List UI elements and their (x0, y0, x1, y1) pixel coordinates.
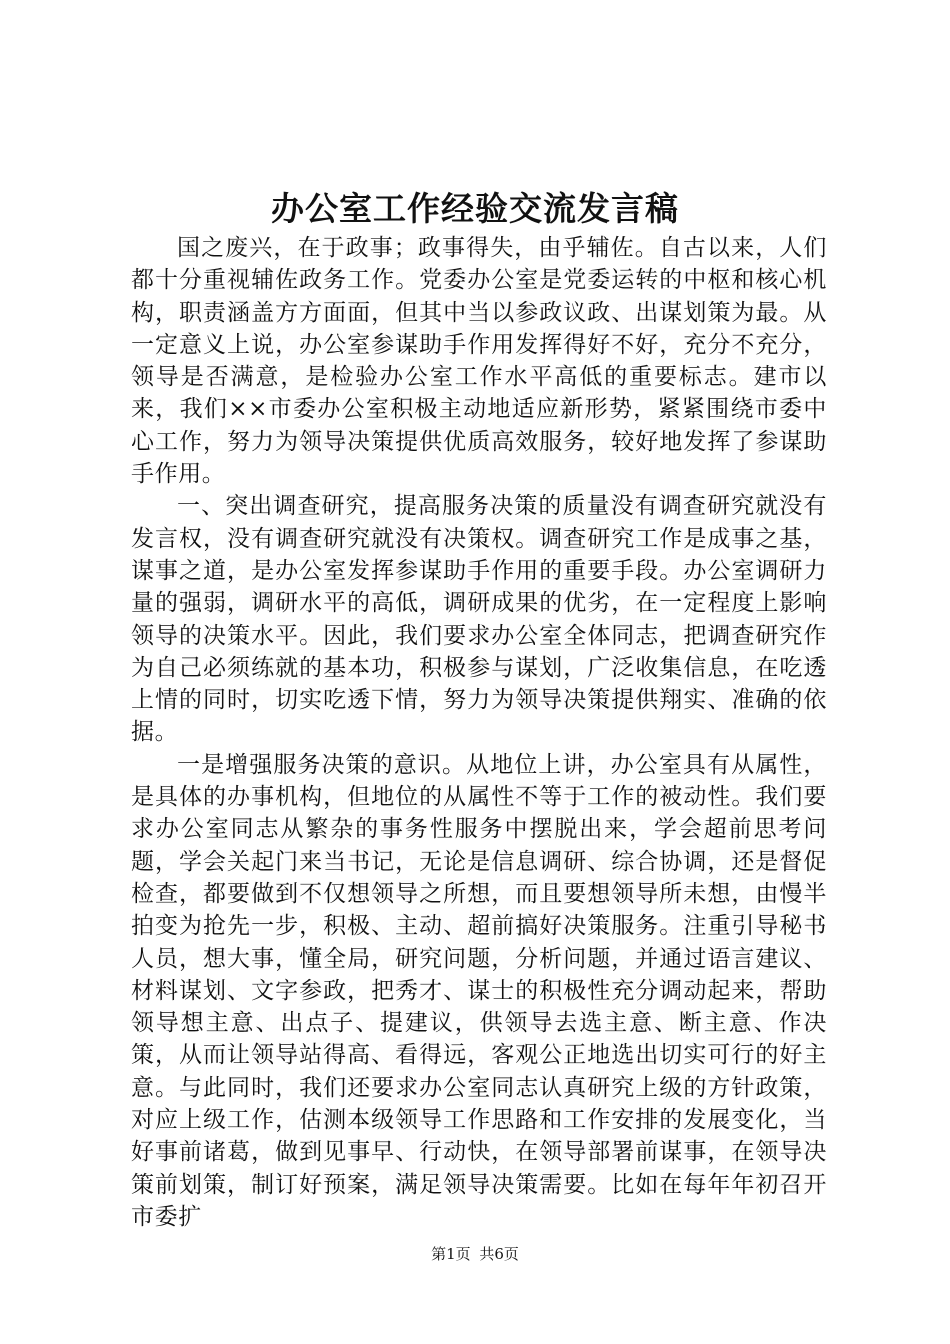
page-number: 第1页 (431, 1245, 471, 1263)
total-pages: 共6页 (479, 1245, 519, 1263)
document-title: 办公室工作经验交流发言稿 (271, 189, 679, 228)
document-body (131, 232, 827, 1233)
paragraph-point-one: 一是增强服务决策的意识。从地位上讲，办公室具有从属性，是具体的办事机构，但地位的从属性不等于工作的被动性。我们要求办公室同志从繁杂的事务性服务中摆脱出来，学会超前思考问题，学会关起门来当书记，无论是信息调研、综合协调，还是督促检查，都要做到不仅想领导之所想，而且要想领导所未想，由慢半拍变为抢先一步，积极、主动、超前搞好决策服务。注重引导秘书人员，想大事，懂全局，研究问题，分析问题，并通过语言建议、材料谋划、文字参政，把秀才、谋士的积极性充分调动起来，帮助领导想主意、出点子、提建议，供领导去选主意、断主意、作决策，从而让领导站得高、看得远，客观公正地选出切实可行的好主意。与此同时，我们还要求办公室同志认真研究上级的方针政策，对应上级工作，估测本级领导工作思路和工作安排的发展变化，当好事前诸葛，做到见事早、行动快，在领导部署前谋事，在领导决策前划策，制订好预案，满足领导决策需要。比如在每年年初召开市委扩 (131, 751, 827, 1230)
paragraph-intro: 国之废兴，在于政事；政事得失，由乎辅佐。自古以来，人们都十分重视辅佐政务工作。党委办公室是党委运转的中枢和核心机构，职责涵盖方方面面，但其中当以参政议政、出谋划策为最。从一定意义上说，办公室参谋助手作用发挥得好不好，充分不充分，领导是否满意，是检验办公室工作水平高低的重要标志。建市以来，我们××市委办公室积极主动地适应新形势，紧紧围绕市委中心工作，努力为领导决策提供优质高效服务，较好地发挥了参谋助手作用。 (131, 235, 827, 488)
page-footer (0, 1242, 950, 1266)
paragraph-section-one: 一、突出调查研究，提高服务决策的质量没有调查研究就没有发言权，没有调查研究就没有决策权。调查研究工作是成事之基，谋事之道，是办公室发挥参谋助手作用的重要手段。办公室调研力量的强弱，调研水平的高低，调研成果的优劣，在一定程度上影响领导的决策水平。因此，我们要求办公室全体同志，把调查研究作为自己必须练就的基本功，积极参与谋划，广泛收集信息，在吃透上情的同时，切实吃透下情，努力为领导决策提供翔实、准确的依据。 (131, 493, 827, 746)
